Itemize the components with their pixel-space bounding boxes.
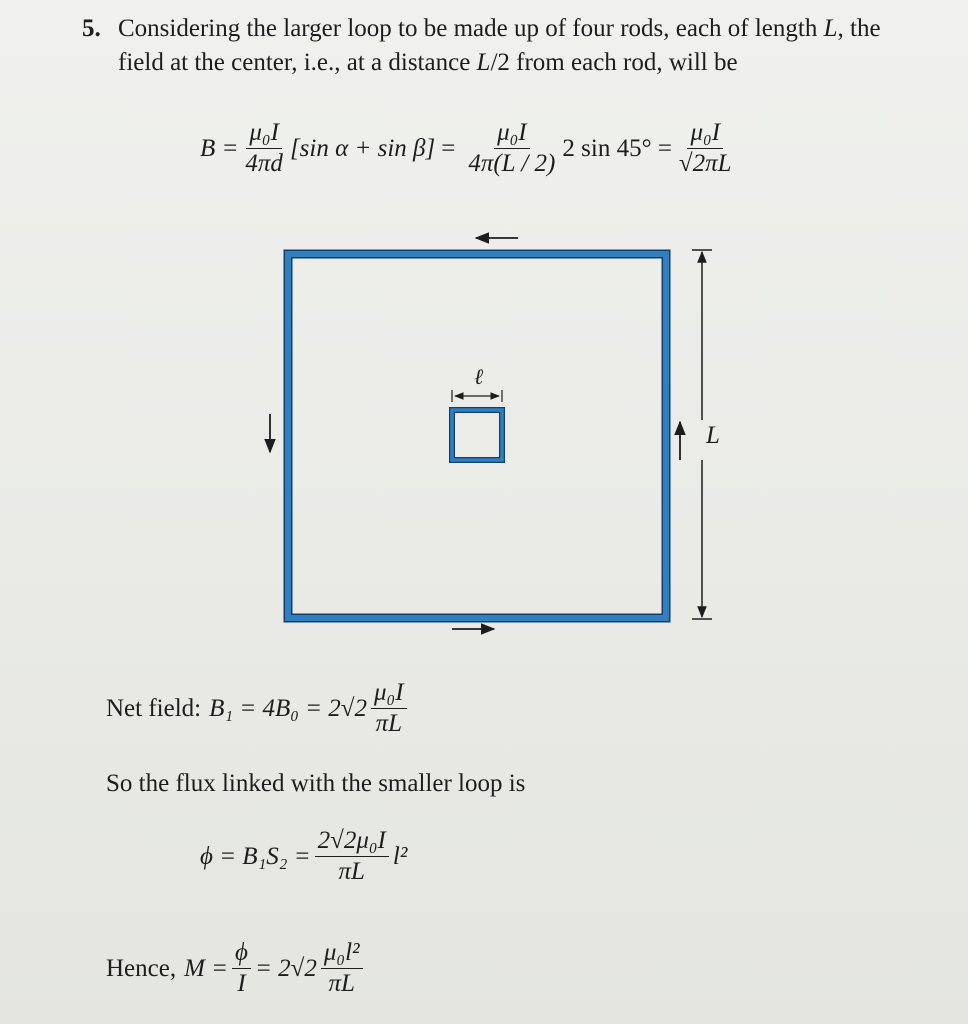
eq1-f2-den: 4π(L / 2) xyxy=(468,150,556,177)
eq1-bracket: [sin α + sin β] xyxy=(289,134,436,162)
mutual-mid: = 2√2 xyxy=(255,954,317,982)
eq1-f1-den: 4πd xyxy=(245,150,283,177)
large-loop-fill xyxy=(288,254,666,618)
small-side-label: ℓ xyxy=(474,364,484,389)
mutual-f1-den: I xyxy=(237,970,246,997)
mutual-fraction-2 xyxy=(321,938,363,999)
eq1-lhs: B = xyxy=(200,134,239,162)
net-field-den: πL xyxy=(375,710,402,737)
flux-den: πL xyxy=(338,858,365,885)
side-length-label: L xyxy=(706,422,720,449)
flux-num: 2√2μ₀I xyxy=(315,826,389,857)
problem-text-a: Considering the larger loop to be made up of four rods, each of length xyxy=(118,15,824,42)
eq1-f3-den: √2πL xyxy=(678,150,732,177)
net-field-label: Net field: xyxy=(106,694,202,722)
net-field-num: μ₀I xyxy=(371,678,407,709)
flux-fraction xyxy=(315,826,389,887)
eq1-equals: = xyxy=(441,134,456,162)
problem-text-b: , the field at the center, i.e., at a distance xyxy=(118,15,881,76)
half-symbol: /2 xyxy=(490,49,510,76)
eq1-f3-num: μ₀I xyxy=(687,118,723,149)
var-L: L xyxy=(823,15,838,42)
net-field-expr: B₁ = 4B₀ = 2√2 xyxy=(209,694,367,722)
eq1-f1-num: μ₀I xyxy=(246,118,282,149)
problem-number: 5. xyxy=(82,15,101,42)
flux-tail: l² xyxy=(392,842,408,870)
flux-lhs: ϕ = B₁S₂ = xyxy=(200,842,311,870)
net-field-equation xyxy=(106,678,411,739)
small-loop xyxy=(452,410,502,460)
flux-equation xyxy=(200,826,407,887)
flux-text: So the flux linked with the smaller loop is xyxy=(106,770,526,797)
mutual-fraction-1 xyxy=(232,938,251,999)
small-loop-fill xyxy=(452,410,502,460)
large-loop xyxy=(288,254,666,618)
mutual-f2-den: πL xyxy=(328,970,355,997)
mutual-label: Hence, xyxy=(106,954,177,982)
mutual-inductance-equation xyxy=(106,938,367,999)
var-L-half: L xyxy=(476,49,491,76)
eq1-mid: 2 sin 45° = xyxy=(562,134,672,162)
problem-text-c: from each rod, will be xyxy=(509,49,738,76)
mutual-f2-num: μ₀l² xyxy=(321,938,363,969)
eq1-f2-num: μ₀I xyxy=(494,118,530,149)
net-field-fraction xyxy=(371,678,407,739)
mutual-f1-num: ϕ xyxy=(232,938,251,969)
mutual-lhs: M = xyxy=(184,954,229,982)
